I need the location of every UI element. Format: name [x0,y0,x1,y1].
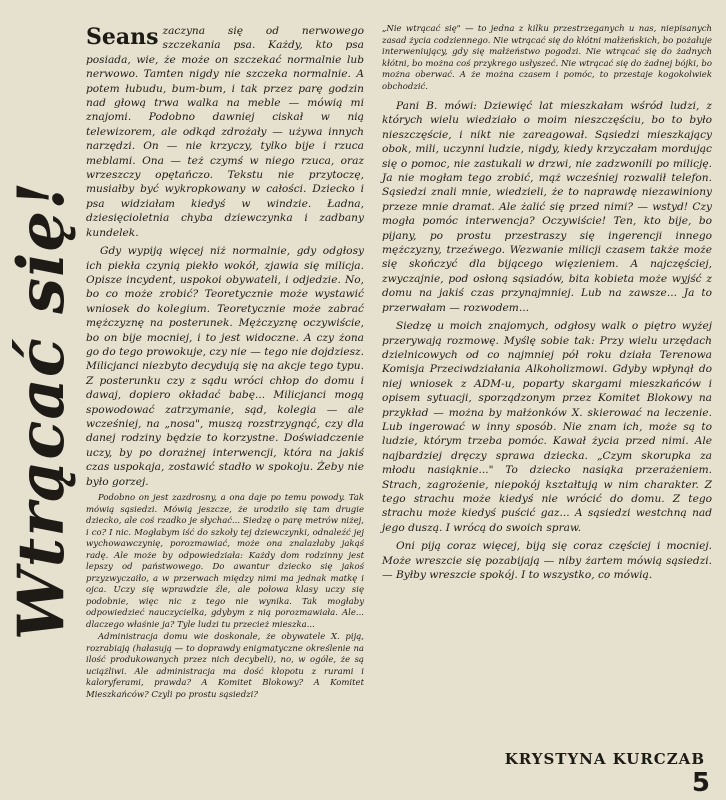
body-section [382,99,712,582]
paragraph: Podobno on jest zazdrosny, a ona daje po temu powody. Tak mówią sąsiedzi. Mówią jeszcze, że urodziło się tam drugie dziecko, ale coś rzadko je słychać... Siedzę o parę metrów niżej, i co? I nic. Mogłabym iść do szkoły tej dziewczynki, odnaleźć jej wychowawczynię, porozmawiać, może ona znalazłaby jakąś radę. Ale może by odpowiedziała: Każdy dom rodzinny jest lepszy od państwowego. Do awantur dziecko się jakoś przyzwyczaiło, a w przerwach między nimi ma jednak matkę i ojca. Uczy się wprawdzie źle, ale połowa klasy uczy się podobnie, więc nic z tego nie wynika. Tak mogłaby odpowiedzieć nauczycielka, gdybym z nią porozmawiała. Ale... dlaczego właśnie ja? Tyle ludzi tu przecież mieszka... [86,493,364,630]
paragraph: Siedzę u moich znajomych, odgłosy walk o piętro wyżej przerywają rozmowę. Myślę sobie tak: Przy wielu urzędach dzielnicowych od co najmniej pół roku działa Terenowa Komisja Przeciwdziałania Alkoholizmowi. Gdyby wpłynął do niej wniosek z ADM-u, poparty skargami mieszkańców i opisem sytuacji, sporządzonym przez Komitet Blokowy na przykład — można by małżonków X. skierować na leczenie. Lub ingerować w inny sposób. Nie znam ich, może są to ludzie, którym trzeba pomóc. Kawał życia przed nimi. Ale najbardziej dręczy sprawa dziecka. „Czym skorupka za młodu nasiąknie..." To dziecko nasiąka przerażeniem. Strach, zagrożenie, niepokój kształtują w nim charakter. Z tego strachu może kiedyś nie wrócić do domu. Z tego strachu może kiedyś puścić gaz... A sąsiedzi westchną nad jego duszą. I wrócą do swoich spraw. [382,320,712,534]
paragraph: Administracja domu wie doskonale, że obywatele X. piją, rozrabiają (hałasują — to doprawdy enigmatyczne określenie na ilość produkowanych przez nich decybeli), no, w ogóle, że są uciążliwi. Ale administracja ma dość kłopotu z rurami i kaloryferami, prawda? A Komitet Blokowy? A Komitet Mieszkańców? Czyli po prostu sąsiedzi? [86,632,364,700]
paragraph: „Nie wtrącać się" — to jedna z kilku przestrzeganych u nas, niepisanych zasad życia codziennego. Nie wtrącać się do kłótni małżeńskich, bo pożałuje interweniujący, gdy się małżeństwo pogodzi. Nie wtrącać się do żadnych kłótni, bo można coś przykrego usłyszeć. Nie wtrącać się do żadnej bójki, bo można oberwać. A że można czasem i pomóc, to przestaje kogokolwiek obchodzić. [382,24,712,92]
lead-text: zaczyna się od nerwowego szczekania psa. Każdy, kto psa posiada, wie, że może on szczekać normalnie lub nerwowo. Tamten nigdy nie szczeka normalnie. A potem łubudu, bum-bum, i tak przez parę godzin nad głową trwa walka na meble — mówią mi znajomi. Podobno dawniej ciskał w nią telewizorem, ale odkąd zdrożały — używa innych narzędzi. On — nie krzyczy, tylko bije i rzuca meblami. Ona — też czymś w niego rzuca, oraz wrzeszczy opętańczo. Tekstu nie przytoczę, musiałby być wykropkowany w całości. Dziecko i psa widziałam kiedyś w windzie. Ładna, dziesięcioletnia chyba dziewczynka i zadbany kundelek. [86,25,364,239]
page-number: 5 [691,768,710,798]
lead-paragraph [86,24,364,240]
lead-word: Seans [86,24,159,50]
small-print-section [86,493,364,701]
author-byline: KRYSTYNA KURCZAB [504,750,705,768]
paragraph: Oni piją coraz więcej, biją się coraz częściej i mocniej. Może wreszcie się pozabijają — niby żartem mówią sąsiedzi. — Byłby wreszcie spokój. I to wszystko, co mówią. [382,540,712,581]
article-title-box [2,30,82,790]
paragraph: Gdy wypiją więcej niż normalnie, gdy odgłosy ich piekła czynią piekło wokół, zjawia się milicja. Opisze incydent, uspokoi obywateli, i odjedzie. No, bo co może zrobić? Teoretycznie może wystawić wniosek do kolegium. Teoretycznie może zabrać mężczyznę na posterunek. Mężczyznę oczywiście, bo on bije mocniej, i to jest widoczne. A czy żona go do tego prowokuje, czy nie — tego nie dojdziesz. Milicjanci niezbyto decydują się na akcje tego typu. Z posterunku czy z sądu wróci chłop do domu i dawaj, dopiero okładać babę... Milicjanci mogą spowodować zatrzymanie, sąd, kolegia — ale wcześniej, na „nosa", muszą rozstrzygnąć, czy dla danej rodziny będzie to korzystne. Doświadczenie uczy, by po dorażnej interwencji, która na jakiś czas uspokaja, zostawić stadło w spokoju. Żeby nie było gorzej. [86,245,364,488]
small-print-intro [382,24,712,93]
paragraph: Pani B. mówi: Dziewięć lat mieszkałam wśród ludzi, z których wielu wiedziało o moim nieszczęściu, bo to było nieszczęście, i nikt nie zareagował. Sąsiedzi mieszkający obok, mili, uczynni ludzie, nigdy, kiedy krzyczałam mordując się o pomoc, nie zastukali w drzwi, nie zadzwonili po milicję. Ja nie mogłam tego zrobić, mąż wcześniej rozwalił telefon. Sąsiedzi znali mnie, wiedzieli, że to naprawdę niezawiniony przeze mnie dramat. Ale żalić się przed nimi? — wstyd! Czy mogła pomóc interwencja? Oczywiście! Ten, kto bije, bo pijany, po prostu przestraszy się ingerencji innego mężczyzny, trzeźwego. Wezwanie milicji czasem także może się skończyć dla bijącego więzieniem. A najczęściej, zwyczajnie, pod osłoną sąsiadów, bita kobieta może wyjść z domu na jakiś czas przynajmniej. Lub na zawsze... Ja to przerwałam — rozwodem... [382,100,712,314]
article-title: Wtrącać się! [4,180,80,640]
intro-section [86,24,364,489]
column-left [86,24,364,702]
column-right [382,24,712,586]
